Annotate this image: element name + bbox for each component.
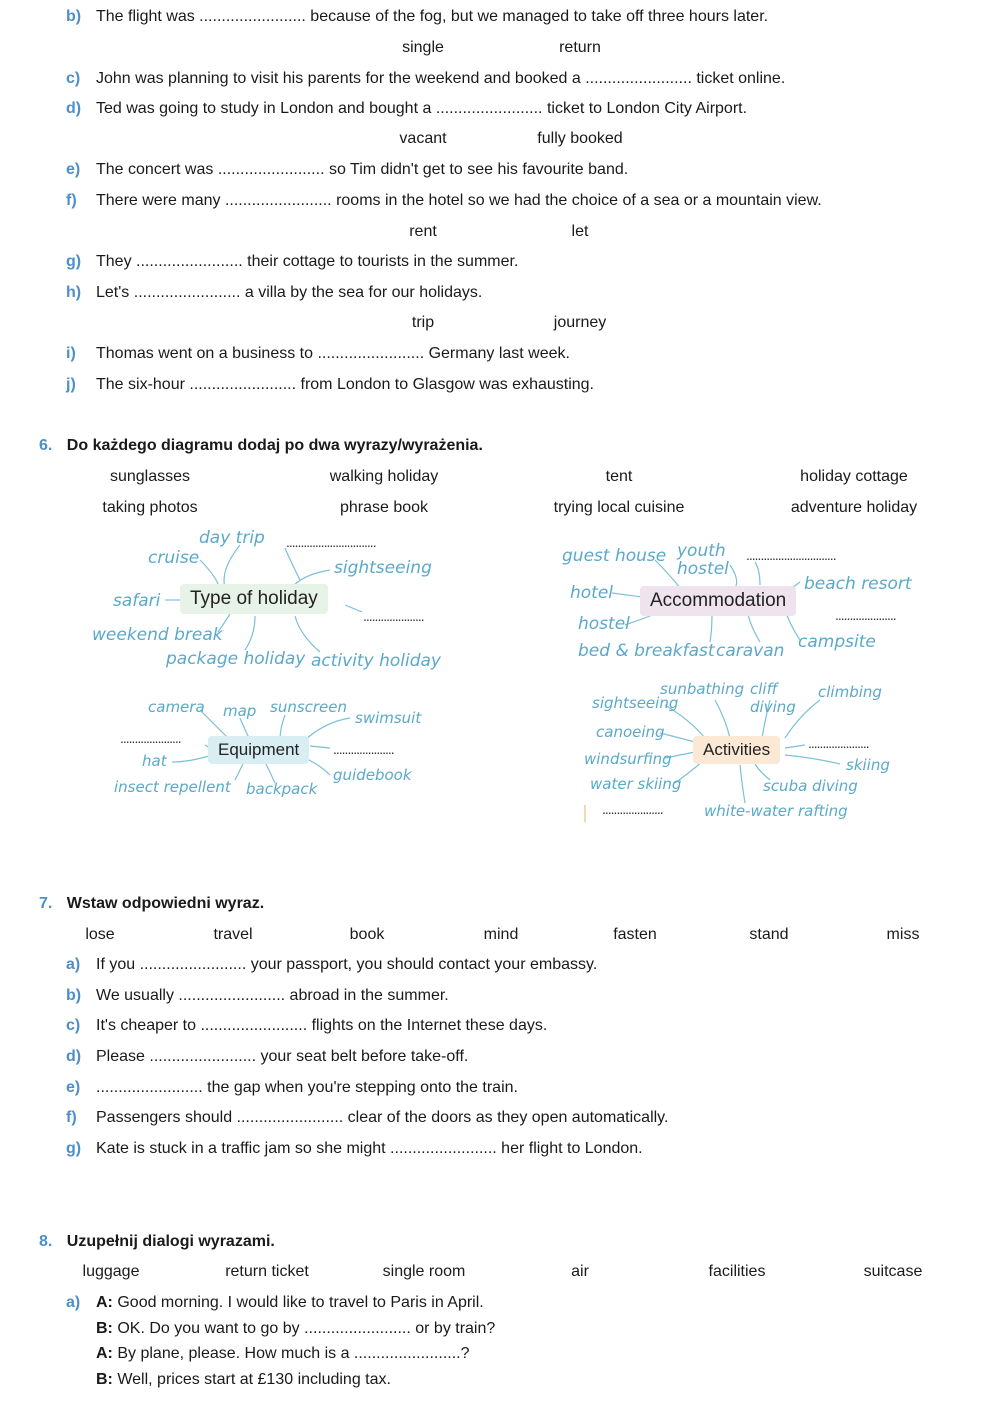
exercise-title: Wstaw odpowiedni wyraz. xyxy=(66,895,265,912)
item-letter: c) xyxy=(66,70,81,87)
mindmap-word: youth xyxy=(677,541,726,561)
item-letter: e) xyxy=(66,1079,81,1096)
mindmap-word: map xyxy=(223,702,257,720)
item-text: The six-hour ........................ from London to Glasgow was exhausting. xyxy=(96,376,594,393)
mindmap-word: sightseeing xyxy=(592,694,679,712)
word-option: let xyxy=(571,223,589,240)
word-option: trip xyxy=(411,314,435,331)
mindmap-word: day trip xyxy=(199,528,265,548)
blank-line[interactable]: ..................... xyxy=(120,730,181,746)
item-text: There were many ........................ rooms in the hotel so we had the choice of a sea or a mountain view. xyxy=(96,192,822,209)
speaker-label: A: xyxy=(96,1294,113,1311)
word-bank-item: tent xyxy=(605,468,633,485)
item-letter: b) xyxy=(66,987,82,1004)
word-bank-item: air xyxy=(571,1263,589,1280)
mindmap-word: hat xyxy=(142,752,167,770)
mindmap-word: package holiday xyxy=(166,649,306,669)
ex7-item-e xyxy=(66,1079,518,1097)
mindmap-word: hotel xyxy=(570,583,614,603)
item-letter: i) xyxy=(66,345,76,362)
word-bank-item: travel xyxy=(213,926,253,943)
item-text: ........................ the gap when you're stepping onto the train. xyxy=(96,1079,518,1096)
mindmap-word: activity holiday xyxy=(311,651,441,671)
item-text: Kate is stuck in a traffic jam so she might ........................ her flight to London. xyxy=(96,1140,643,1157)
item-text: The concert was ........................ so Tim didn't get to see his favourite band. xyxy=(96,161,629,178)
blank-line[interactable]: ..................... xyxy=(333,741,394,757)
mindmap-word: windsurfing xyxy=(584,750,672,768)
mindmap-word: scuba diving xyxy=(763,777,858,795)
connector-line xyxy=(285,548,300,580)
mindmap-word: water skiing xyxy=(590,775,682,793)
connector-line xyxy=(345,605,362,612)
item-letter: b) xyxy=(66,8,82,25)
item-text: The flight was ........................ because of the fog, but we managed to take off three hours later. xyxy=(96,8,769,25)
mindmap-word: white-water rafting xyxy=(704,802,848,820)
dialogue-text: OK. Do you want to go by ........................ or by train? xyxy=(117,1320,496,1337)
word-bank-item: taking photos xyxy=(102,499,198,516)
blank-line[interactable]: ............................... xyxy=(746,547,836,563)
word-bank-item: phrase book xyxy=(339,499,429,516)
holiday-center-box: Type of holiday xyxy=(180,584,328,614)
mindmap-word: beach resort xyxy=(804,574,912,594)
word-bank-item: adventure holiday xyxy=(790,499,918,516)
mindmap-word: swimsuit xyxy=(355,709,422,727)
word-bank-item: trying local cuisine xyxy=(553,499,685,516)
item-letter: c) xyxy=(66,1017,81,1034)
word-option: journey xyxy=(553,314,607,331)
mindmap-word: backpack xyxy=(246,780,318,798)
item-text: Passengers should ........................ clear of the doors as they open automatically. xyxy=(96,1109,669,1126)
word-bank-item: book xyxy=(349,926,385,943)
word-bank-item: fasten xyxy=(613,926,657,943)
word-bank-item: sunglasses xyxy=(109,468,191,485)
dialogue-line xyxy=(96,1371,391,1389)
mindmap-word: canoeing xyxy=(596,723,665,741)
word-option: fully booked xyxy=(537,130,623,147)
item-letter: a) xyxy=(66,1294,81,1311)
item-letter: f) xyxy=(66,1109,77,1126)
ex7-item-c xyxy=(66,1017,547,1035)
item-text: We usually ........................ abroad in the summer. xyxy=(96,987,449,1004)
item-letter: e) xyxy=(66,161,81,178)
exercise-number: 8. xyxy=(39,1233,53,1250)
mindmap-word: sunbathing xyxy=(660,680,745,698)
mindmap-word: climbing xyxy=(818,683,882,701)
word-option: rent xyxy=(409,223,437,240)
ex7-item-g xyxy=(66,1140,643,1158)
item-letter: j) xyxy=(66,376,76,393)
connector-line xyxy=(785,745,805,748)
ex7-item-a xyxy=(66,956,597,974)
ex7-item-d xyxy=(66,1048,468,1066)
connector-line xyxy=(710,614,712,642)
mindmap-word: caravan xyxy=(716,641,785,661)
mindmap-word: camera xyxy=(148,698,205,716)
item-letter: g) xyxy=(66,1140,82,1157)
mindmap-word: hostel xyxy=(578,614,630,634)
connector-line xyxy=(224,545,240,588)
ex7-item-f xyxy=(66,1109,668,1127)
connector-line xyxy=(715,700,730,738)
word-bank-item: holiday cottage xyxy=(800,468,908,485)
mindmap-word: hostel xyxy=(677,559,729,579)
mindmap-word: safari xyxy=(113,591,161,611)
item-letter: a) xyxy=(66,956,81,973)
connector-line xyxy=(612,593,642,597)
word-bank-item: facilities xyxy=(708,1263,766,1280)
dialogue-text: Good morning. I would like to travel to Paris in April. xyxy=(117,1294,484,1311)
mindmap-word: skiing xyxy=(846,756,890,774)
connector-line xyxy=(748,614,760,642)
connector-line xyxy=(305,718,350,740)
item-letter: d) xyxy=(66,100,82,117)
item-text: If you ........................ your passport, you should contact your embassy. xyxy=(96,956,598,973)
dialogue-text: Well, prices start at £130 including tax. xyxy=(117,1371,391,1388)
word-bank-item: suitcase xyxy=(863,1263,923,1280)
speaker-label: B: xyxy=(96,1320,113,1337)
mindmap-word: diving xyxy=(750,698,796,716)
item-text: Let's ........................ a villa by the sea for our holidays. xyxy=(96,284,483,301)
item-text: Ted was going to study in London and bought a ........................ ticket to London City Airport. xyxy=(96,100,748,117)
mindmap-word: guest house xyxy=(562,546,667,566)
item-letter: d) xyxy=(66,1048,82,1065)
connector-line xyxy=(660,733,695,742)
blank-line[interactable]: ..................... xyxy=(363,608,424,624)
exercise-number: 7. xyxy=(39,895,53,912)
connector-line xyxy=(295,616,320,652)
mindmap-word: cruise xyxy=(148,548,200,568)
exercise-title: Uzupełnij dialogi wyrazami. xyxy=(66,1233,275,1250)
blank-line[interactable]: ..................... xyxy=(835,607,896,623)
word-option: vacant xyxy=(399,130,447,147)
word-bank-item: stand xyxy=(749,926,789,943)
word-bank-item: return ticket xyxy=(225,1263,309,1280)
ex8-heading xyxy=(39,1233,275,1251)
mindmap-word: sunscreen xyxy=(270,698,348,716)
word-option: single xyxy=(402,39,444,56)
item-text: John was planning to visit his parents for the weekend and booked a ........................ ticket online. xyxy=(96,70,786,87)
equipment-center-box: Equipment xyxy=(208,736,309,764)
connector-line xyxy=(755,562,760,585)
item-text: They ........................ their cottage to tourists in the summer. xyxy=(96,253,519,270)
word-bank-item: lose xyxy=(85,926,115,943)
dialogue-line xyxy=(96,1345,470,1363)
blank-line[interactable]: ..................... xyxy=(808,735,869,751)
ex7-item-b xyxy=(66,987,449,1005)
mindmap-word: bed & breakfast xyxy=(578,641,715,661)
accommodation-center-box: Accommodation xyxy=(640,586,796,616)
connector-line xyxy=(785,755,840,764)
word-bank-item: miss xyxy=(886,926,920,943)
word-bank-item: mind xyxy=(483,926,519,943)
word-bank-item: luggage xyxy=(82,1263,140,1280)
dialogue-line xyxy=(96,1320,495,1338)
item-text: Thomas went on a business to ........................ Germany last week. xyxy=(96,345,570,362)
word-bank-item: single room xyxy=(382,1263,466,1280)
exercise-number: 6. xyxy=(39,437,53,454)
item-letter: g) xyxy=(66,253,82,270)
connector-line xyxy=(740,765,745,803)
item-text: Please ........................ your seat belt before take-off. xyxy=(96,1048,469,1065)
speaker-label: B: xyxy=(96,1371,113,1388)
mindmap-word: sightseeing xyxy=(334,558,432,578)
connector-line xyxy=(245,616,255,650)
word-bank-item: walking holiday xyxy=(329,468,439,485)
mindmap-word: weekend break xyxy=(92,625,223,645)
dialogue-line xyxy=(96,1294,484,1312)
activities-center-box: Activities xyxy=(693,736,780,764)
mindmap-word: cliff xyxy=(750,680,778,698)
connector-line xyxy=(172,755,212,762)
speaker-label: A: xyxy=(96,1345,113,1362)
dialogue-text: By plane, please. How much is a ........................? xyxy=(117,1345,470,1362)
item-letter: f) xyxy=(66,192,77,209)
connector-line xyxy=(310,746,330,748)
word-option: return xyxy=(559,39,601,56)
mindmap-word: insect repellent xyxy=(114,778,231,796)
connector-line xyxy=(730,565,737,588)
mindmap-word: guidebook xyxy=(333,766,412,784)
item-text: It's cheaper to ........................ flights on the Internet these days. xyxy=(96,1017,548,1034)
ex7-heading xyxy=(39,895,264,913)
item-letter: h) xyxy=(66,284,82,301)
blank-line[interactable]: ............................... xyxy=(286,534,376,550)
mindmap-word: campsite xyxy=(798,632,876,652)
exercise-title: Do każdego diagramu dodaj po dwa wyrazy/wyrażenia. xyxy=(66,437,483,454)
blank-line[interactable]: ..................... xyxy=(602,801,663,817)
